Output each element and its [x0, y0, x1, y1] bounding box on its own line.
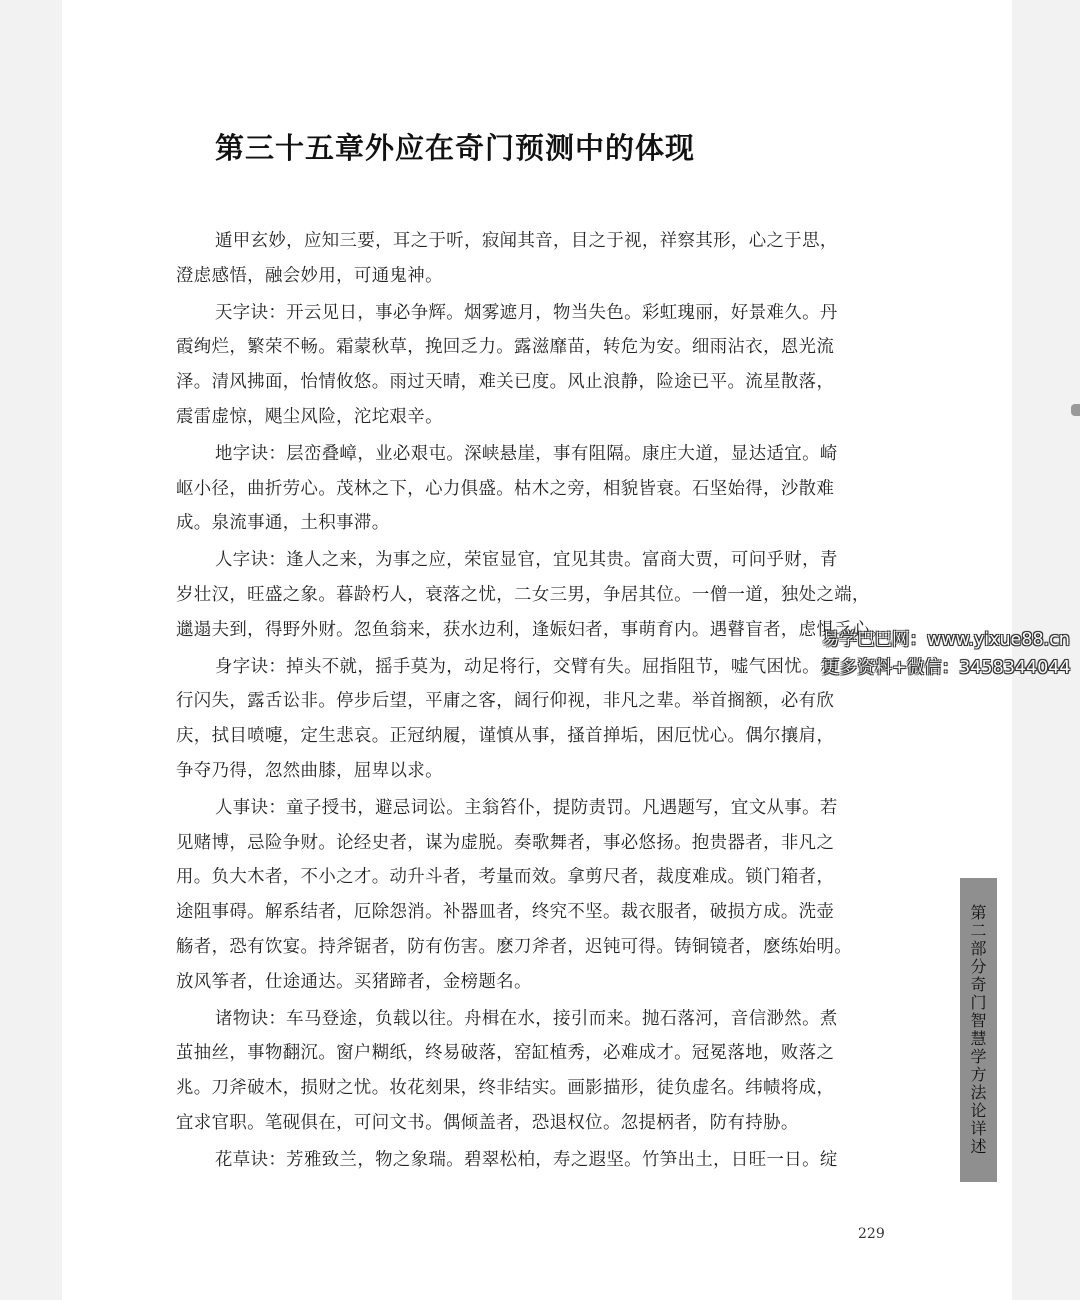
- text-line: 成。泉流事通，土积事滞。: [176, 513, 390, 534]
- side-tab-char: 第: [970, 903, 987, 922]
- text-line: 邋遢夫到，得野外财。忽鱼翁来，获水边利，逢娠妇者，事萌育内。遇瞽盲者，虑惧乏心。: [176, 619, 888, 640]
- chapter-body: [176, 224, 896, 1180]
- paragraph: [176, 224, 896, 294]
- side-tab-char: 学: [970, 1047, 987, 1066]
- paragraph: [176, 1002, 896, 1141]
- text-line: 诸物诀：车马登途，负载以往。舟楫在水，接引而来。抛石落河，音信渺然。煮: [215, 1008, 838, 1029]
- text-line: 天字诀：开云见日，事必争辉。烟雾遮月，物当失色。彩虹瑰丽，好景难久。丹: [215, 302, 838, 323]
- text-line: 地字诀：层峦叠嶂，业必艰屯。深峡悬崖，事有阻隔。康庄大道，显达适宜。崎: [215, 443, 838, 464]
- side-tab-char: 部: [970, 939, 987, 958]
- text-line: 兆。刀斧破木，损财之忧。妆花刻果，终非结实。画影描形，徒负虚名。纬帻将成，: [176, 1078, 835, 1099]
- side-tab-char: 二: [970, 921, 987, 940]
- text-line: 争夺乃得，忽然曲膝，屈卑以求。: [176, 760, 443, 781]
- section-side-tab: [960, 878, 997, 1182]
- side-tab-char: 方: [970, 1065, 987, 1084]
- text-line: 途阻事碍。解系结者，厄除怨消。补器皿者，终究不坚。裁衣服者，破损方成。洗壶: [176, 902, 835, 923]
- text-line: 茧抽丝，事物翻沉。窗户糊纸，终易破落，窑缸植秀，必难成才。冠冕落地，败落之: [176, 1043, 835, 1064]
- paragraph: [176, 543, 896, 647]
- text-line: 见赌博，忌险争财。论经史者，谋为虚脱。奏歌舞者，事必悠扬。抱贵器者，非凡之: [176, 832, 835, 853]
- text-line: 岁壮汉，旺盛之象。暮龄朽人，衰落之忧，二女三男，争居其位。一僧一道，独处之端，: [176, 584, 870, 605]
- paragraph: [176, 437, 896, 541]
- text-line: 震雷虚惊，飓尘风险，沱坨艰辛。: [176, 406, 443, 427]
- side-tab-char: 慧: [970, 1029, 987, 1048]
- side-tab-char: 智: [970, 1011, 987, 1030]
- side-tab-char: 详: [970, 1119, 987, 1138]
- text-line: 人字诀：逢人之来，为事之应，荣宦显官，宜见其贵。富商大贾，可问乎财，青: [215, 550, 838, 571]
- side-tab-char: 述: [970, 1137, 987, 1156]
- text-line: 澄虑感悟，融会妙用，可通鬼神。: [176, 265, 443, 286]
- watermark-contact: 更多资料+微信：3458344044: [822, 658, 1071, 678]
- text-line: 花草诀：芳雅致兰，物之象瑞。碧翠松柏，寿之遐坚。竹笋出土，日旺一日。绽: [215, 1149, 838, 1170]
- text-line: 遁甲玄妙，应知三要，耳之于听，寂闻其音，目之于视，祥察其形，心之于思，: [215, 231, 838, 251]
- text-line: 用。负大木者，不小之才。动升斗者，考量而效。拿剪尺者，裁度难成。锁门箱者，: [176, 867, 835, 888]
- side-tab-char: 分: [970, 957, 987, 976]
- text-line: 庆，拭目喷嚏，定生悲哀。正冠纳履，谨慎从事，搔首掸垢，困厄忧心。偶尔攘肩，: [176, 726, 835, 747]
- watermark-site: 易学巴巴网：www.yixue88.cn: [822, 630, 1070, 650]
- paragraph: [176, 650, 896, 789]
- text-line: 岖小径，曲折劳心。茂林之下，心力俱盛。枯木之旁，相貌皆衰。石坚始得，沙散难: [176, 478, 835, 499]
- text-line: 霞绚烂，繁荣不畅。霜蒙秋草，挽回乏力。露滋靡苗，转危为安。细雨沾衣，恩光流: [176, 337, 835, 358]
- side-tab-char: 门: [970, 993, 987, 1012]
- text-line: 人事诀：童子授书，避忌词讼。主翁笞仆，提防责罚。凡遇题写，宜文从事。若: [215, 797, 838, 818]
- text-line: 觞者，恐有饮宴。持斧锯者，防有伤害。麽刀斧者，迟钝可得。铸铜镜者，麽练始明。: [176, 936, 853, 957]
- scroll-indicator[interactable]: [1071, 404, 1080, 416]
- text-line: 泽。清风拂面，怡情攸悠。雨过天晴，难关已度。风止浪静，险途已平。流星散落，: [176, 372, 835, 393]
- side-tab-char: 法: [970, 1083, 987, 1102]
- side-tab-char: 奇: [970, 975, 987, 994]
- paragraph: [176, 791, 896, 1000]
- page-number: 229: [858, 1226, 885, 1242]
- chapter-title: 第三十五章外应在奇门预测中的体现: [215, 131, 696, 165]
- paragraph: [176, 296, 896, 435]
- text-line: 放风筝者，仕途通达。买猪蹄者，金榜题名。: [176, 971, 532, 992]
- paragraph: [176, 1143, 896, 1178]
- side-tab-char: 论: [970, 1101, 987, 1120]
- text-line: 身字诀：掉头不就，摇手莫为，动足将行，交臂有失。屈指阻节，嘘气困忧。斜: [215, 656, 838, 677]
- text-line: 宜求官职。笔砚俱在，可问文书。偶倾盖者，恐退权位。忽提柄者，防有持胁。: [176, 1112, 799, 1133]
- text-line: 行闪失，露舌讼非。停步后望，平庸之客，阔行仰视，非凡之辈。举首搁额，必有欣: [176, 691, 835, 712]
